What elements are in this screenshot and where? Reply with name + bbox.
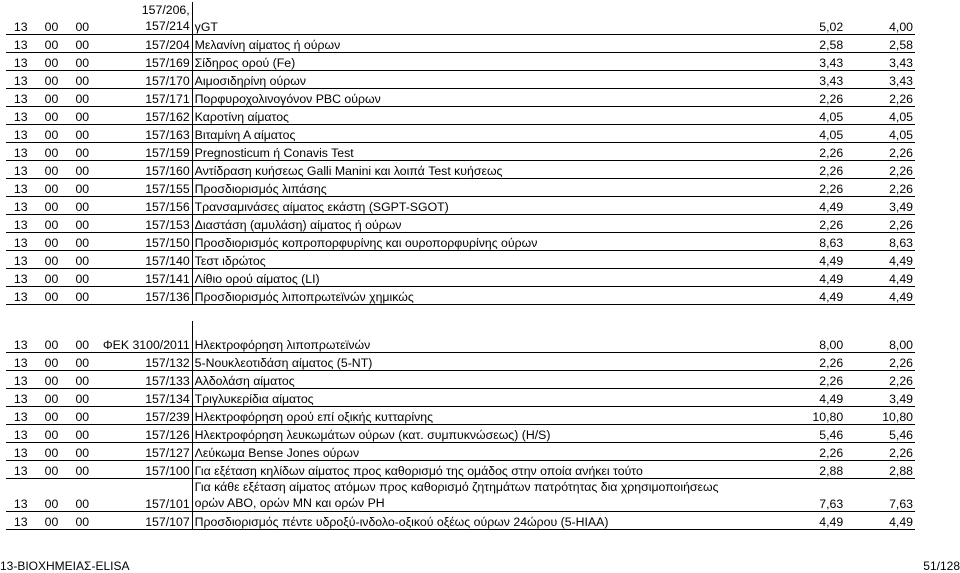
exam-name: Προσδιορισμός πέντε υδροξύ-ινδολο-οξικού οξέως ούρων 24ώρου (5-HIAA) (192, 512, 738, 530)
code-part-2: 00 (30, 353, 61, 371)
price-1: 3,43 (738, 71, 845, 89)
code-part-1: 13 (6, 269, 30, 287)
code-part-1: 13 (6, 143, 30, 161)
code-part-1: 13 (6, 251, 30, 269)
code-part-2: 00 (30, 321, 61, 353)
code-part-1: 13 (6, 479, 30, 512)
table-row (6, 512, 915, 530)
exam-name: Ηλεκτροφόρηση λιποπρωτεϊνών (192, 321, 738, 353)
reference-code: 157/141 (91, 269, 192, 287)
exam-name: Ηλεκτροφόρηση ορού επί οξικής κυτταρίνης (192, 407, 738, 425)
table-row (6, 269, 915, 287)
code-part-1: 13 (6, 125, 30, 143)
table-row (6, 233, 915, 251)
exam-name: Καροτίνη αίματος (192, 107, 738, 125)
code-part-2: 00 (30, 479, 61, 512)
table-row (6, 53, 915, 71)
table-row (6, 461, 915, 479)
code-part-2: 00 (30, 269, 61, 287)
code-part-2: 00 (30, 179, 61, 197)
reference-code: 157/140 (91, 251, 192, 269)
code-part-1: 13 (6, 512, 30, 530)
code-part-3: 00 (60, 197, 91, 215)
code-part-2: 00 (30, 125, 61, 143)
table-row (6, 443, 915, 461)
exam-name: Για εξέταση κηλίδων αίματος προς καθορισμό της ομάδος στην οποία ανήκει τούτο (192, 461, 738, 479)
exam-name: γGT (192, 2, 738, 35)
code-part-1: 13 (6, 89, 30, 107)
table-row (6, 107, 915, 125)
reference-code: 157/206, 157/214 (91, 2, 192, 35)
table-row (6, 197, 915, 215)
reference-code: 157/132 (91, 353, 192, 371)
code-part-2: 00 (30, 197, 61, 215)
price-2: 7,63 (845, 479, 915, 512)
exam-name: Προσδιορισμός λιποπρωτεϊνών χημικώς (192, 287, 738, 305)
table-row (6, 2, 915, 35)
code-part-3: 00 (60, 125, 91, 143)
code-part-1: 13 (6, 353, 30, 371)
price-1: 4,05 (738, 107, 845, 125)
price-2: 4,49 (845, 512, 915, 530)
exam-name: Τριγλυκερίδια αίματος (192, 389, 738, 407)
code-part-3: 00 (60, 71, 91, 89)
exam-name: Τρανσαμινάσες αίματος εκάστη (SGPT-SGOT) (192, 197, 738, 215)
price-2: 2,88 (845, 461, 915, 479)
code-part-3: 00 (60, 35, 91, 53)
table-row (6, 179, 915, 197)
exam-name: Ηλεκτροφόρηση λευκωμάτων ούρων (κατ. συμπυκνώσεως) (H/S) (192, 425, 738, 443)
price-2: 8,63 (845, 233, 915, 251)
price-1: 2,26 (738, 371, 845, 389)
code-part-3: 00 (60, 512, 91, 530)
price-2: 2,26 (845, 89, 915, 107)
reference-code: 157/162 (91, 107, 192, 125)
price-1: 3,43 (738, 53, 845, 71)
exam-name: Pregnosticum ή Conavis Test (192, 143, 738, 161)
code-part-3: 00 (60, 251, 91, 269)
code-part-1: 13 (6, 197, 30, 215)
price-1: 5,02 (738, 2, 845, 35)
code-part-1: 13 (6, 53, 30, 71)
exam-name: Τεστ ιδρώτος (192, 251, 738, 269)
reference-code: 157/134 (91, 389, 192, 407)
code-part-2: 00 (30, 2, 61, 35)
reference-code: 157/150 (91, 233, 192, 251)
code-part-2: 00 (30, 53, 61, 71)
price-1: 7,63 (738, 479, 845, 512)
code-part-2: 00 (30, 512, 61, 530)
table-row (6, 407, 915, 425)
price-2: 4,05 (845, 125, 915, 143)
price-2: 3,49 (845, 389, 915, 407)
reference-code: 157/156 (91, 197, 192, 215)
price-1: 4,49 (738, 287, 845, 305)
reference-code: 157/107 (91, 512, 192, 530)
price-2: 3,49 (845, 197, 915, 215)
price-1: 2,26 (738, 353, 845, 371)
price-1: 2,26 (738, 215, 845, 233)
exam-name: Λεύκωμα Bense Jones ούρων (192, 443, 738, 461)
code-part-3: 00 (60, 461, 91, 479)
price-1: 2,26 (738, 89, 845, 107)
code-part-1: 13 (6, 35, 30, 53)
price-2: 2,58 (845, 35, 915, 53)
code-part-2: 00 (30, 89, 61, 107)
price-1: 10,80 (738, 407, 845, 425)
price-1: 2,26 (738, 143, 845, 161)
spacer-cell (6, 305, 915, 322)
price-2: 2,26 (845, 179, 915, 197)
code-part-3: 00 (60, 389, 91, 407)
code-part-1: 13 (6, 425, 30, 443)
price-2: 3,43 (845, 53, 915, 71)
price-2: 4,49 (845, 251, 915, 269)
code-part-1: 13 (6, 321, 30, 353)
price-2: 2,26 (845, 443, 915, 461)
code-part-2: 00 (30, 389, 61, 407)
code-part-1: 13 (6, 71, 30, 89)
code-part-1: 13 (6, 2, 30, 35)
exam-name: Μελανίνη αίματος ή ούρων (192, 35, 738, 53)
reference-code: 157/155 (91, 179, 192, 197)
price-1: 8,63 (738, 233, 845, 251)
code-part-3: 00 (60, 425, 91, 443)
table-row (6, 35, 915, 53)
price-1: 2,88 (738, 461, 845, 479)
code-part-2: 00 (30, 143, 61, 161)
code-part-2: 00 (30, 107, 61, 125)
price-2: 4,00 (845, 2, 915, 35)
code-part-3: 00 (60, 179, 91, 197)
code-part-2: 00 (30, 443, 61, 461)
price-1: 4,49 (738, 251, 845, 269)
exam-name: 5-Νουκλεοτιδάση αίματος (5-NT) (192, 353, 738, 371)
price-2: 8,00 (845, 321, 915, 353)
code-part-1: 13 (6, 215, 30, 233)
code-part-2: 00 (30, 461, 61, 479)
exam-name: Διαστάση (αμυλάση) αίματος ή ούρων (192, 215, 738, 233)
exam-name: Αλδολάση αίματος (192, 371, 738, 389)
spacer-row (6, 305, 915, 322)
code-part-2: 00 (30, 371, 61, 389)
reference-code: 157/153 (91, 215, 192, 233)
table-row (6, 251, 915, 269)
footer-section-label: 13-ΒΙΟΧΗΜΕΙΑΣ-ELISA (0, 559, 130, 573)
reference-code: 157/171 (91, 89, 192, 107)
exam-name: Πορφυροχολινογόνον PBC ούρων (192, 89, 738, 107)
code-part-2: 00 (30, 425, 61, 443)
reference-code: 157/204 (91, 35, 192, 53)
table-row (6, 389, 915, 407)
price-2: 4,49 (845, 269, 915, 287)
exam-name: Σίδηρος ορού (Fe) (192, 53, 738, 71)
code-part-1: 13 (6, 443, 30, 461)
code-part-3: 00 (60, 371, 91, 389)
price-1: 4,49 (738, 512, 845, 530)
price-2: 2,26 (845, 371, 915, 389)
exam-name: Λίθιο ορού αίματος (LI) (192, 269, 738, 287)
price-2: 4,49 (845, 287, 915, 305)
code-part-1: 13 (6, 233, 30, 251)
price-1: 4,49 (738, 197, 845, 215)
code-part-3: 00 (60, 233, 91, 251)
table-row (6, 371, 915, 389)
code-part-1: 13 (6, 389, 30, 407)
reference-code: ΦΕΚ 3100/2011 (91, 321, 192, 353)
reference-code: 157/159 (91, 143, 192, 161)
code-part-2: 00 (30, 161, 61, 179)
price-2: 4,05 (845, 107, 915, 125)
exam-name: Αιμοσιδηρίνη ούρων (192, 71, 738, 89)
code-part-1: 13 (6, 371, 30, 389)
code-part-1: 13 (6, 179, 30, 197)
table-row (6, 143, 915, 161)
reference-code: 157/163 (91, 125, 192, 143)
code-part-1: 13 (6, 407, 30, 425)
code-part-3: 00 (60, 89, 91, 107)
code-part-3: 00 (60, 215, 91, 233)
code-part-3: 00 (60, 321, 91, 353)
exam-name: Βιταμίνη Α αίματος (192, 125, 738, 143)
reference-code: 157/136 (91, 287, 192, 305)
tariff-table (6, 2, 915, 530)
price-1: 4,49 (738, 269, 845, 287)
price-2: 10,80 (845, 407, 915, 425)
table-row (6, 321, 915, 353)
table-row (6, 161, 915, 179)
code-part-1: 13 (6, 461, 30, 479)
code-part-3: 00 (60, 479, 91, 512)
table-row (6, 425, 915, 443)
price-1: 2,26 (738, 443, 845, 461)
reference-code: 157/100 (91, 461, 192, 479)
table-row (6, 125, 915, 143)
reference-code: 157/169 (91, 53, 192, 71)
code-part-3: 00 (60, 143, 91, 161)
code-part-2: 00 (30, 215, 61, 233)
price-1: 4,49 (738, 389, 845, 407)
exam-name: Προσδιορισμός κοπροπορφυρίνης και ουροπορφυρίνης ούρων (192, 233, 738, 251)
reference-code: 157/160 (91, 161, 192, 179)
code-part-3: 00 (60, 287, 91, 305)
code-part-2: 00 (30, 251, 61, 269)
code-part-3: 00 (60, 407, 91, 425)
code-part-3: 00 (60, 269, 91, 287)
code-part-2: 00 (30, 35, 61, 53)
price-2: 2,26 (845, 215, 915, 233)
price-1: 4,05 (738, 125, 845, 143)
code-part-2: 00 (30, 287, 61, 305)
price-1: 2,26 (738, 161, 845, 179)
tariff-table-body (6, 2, 915, 530)
price-2: 3,43 (845, 71, 915, 89)
exam-name: Αντίδραση κυήσεως Galli Manini και λοιπά Test κυήσεως (192, 161, 738, 179)
code-part-2: 00 (30, 407, 61, 425)
price-1: 2,58 (738, 35, 845, 53)
code-part-3: 00 (60, 161, 91, 179)
price-2: 2,26 (845, 143, 915, 161)
code-part-2: 00 (30, 233, 61, 251)
table-row (6, 89, 915, 107)
code-part-3: 00 (60, 107, 91, 125)
reference-code: 157/127 (91, 443, 192, 461)
price-2: 2,26 (845, 161, 915, 179)
code-part-1: 13 (6, 107, 30, 125)
code-part-1: 13 (6, 161, 30, 179)
price-1: 5,46 (738, 425, 845, 443)
code-part-3: 00 (60, 2, 91, 35)
table-row (6, 479, 915, 512)
code-part-2: 00 (30, 71, 61, 89)
table-row (6, 287, 915, 305)
reference-code: 157/133 (91, 371, 192, 389)
code-part-1: 13 (6, 287, 30, 305)
price-1: 2,26 (738, 179, 845, 197)
table-row (6, 71, 915, 89)
price-2: 2,26 (845, 353, 915, 371)
code-part-3: 00 (60, 353, 91, 371)
code-part-3: 00 (60, 53, 91, 71)
exam-name: Για κάθε εξέταση αίματος ατόμων προς καθορισμό ζητημάτων πατρότητας δια χρησιμοποιήσεως ορών ΑΒΟ, ορών ΜΝ και ορών ΡΗ (192, 479, 738, 512)
table-row (6, 215, 915, 233)
footer-page-number: 51/128 (923, 559, 960, 573)
exam-name: Προσδιορισμός λιπάσης (192, 179, 738, 197)
reference-code: 157/101 (91, 479, 192, 512)
code-part-3: 00 (60, 443, 91, 461)
price-2: 5,46 (845, 425, 915, 443)
table-row (6, 353, 915, 371)
reference-code: 157/126 (91, 425, 192, 443)
reference-code: 157/239 (91, 407, 192, 425)
reference-code: 157/170 (91, 71, 192, 89)
price-1: 8,00 (738, 321, 845, 353)
